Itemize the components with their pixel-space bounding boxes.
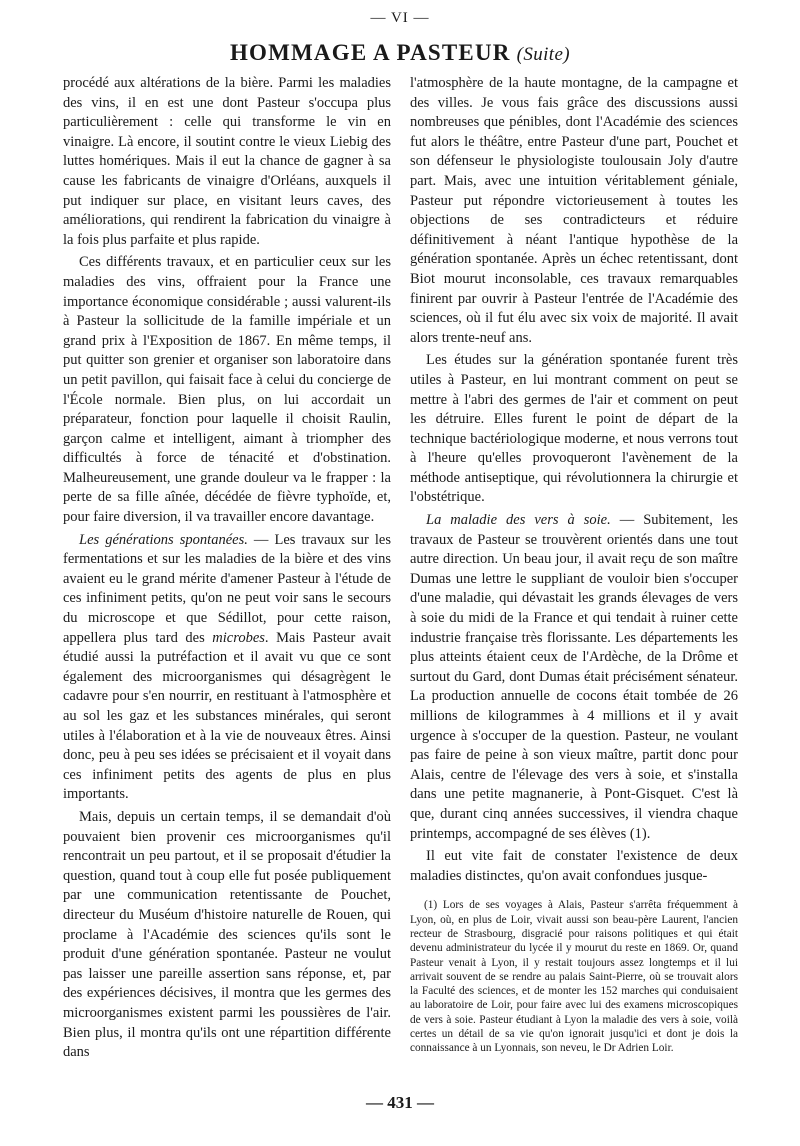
heading-subtitle: (Suite) [516,44,571,65]
footnote [410,898,738,1055]
right-column [410,74,738,1056]
section-title: Les générations spontanées. [79,531,248,548]
roman-page-number: — VI — [370,10,430,26]
paragraph: Mais, depuis un certain temps, il se demandait d'où pouvaient bien provenir ces microorganismes qu'il rencontrait un peu partout, et il se proposait d'étudier la question, quand tout à coup elle fut posée publiquement par une communication retentissante de Pouchet, directeur du Muséum d'histoire naturelle de Rouen, qui proclame à l'Académie des sciences qu'ils sont le produit d'une génération spontanée. Pasteur ne voulut pas laisser une pareille assertion sans réponse, et, par des expériences décisives, il montra que les germes des microorganismes existent parmi les poussières de l'air. Bien plus, il montra qu'ils ont une répartition différente dans [63,808,391,1061]
paragraph-generations-spontanees [63,531,391,805]
paragraph: Ces différents travaux, et en particulier ceux sur les maladies des vins, offraient pour la France une importance économique considérable ; aussi valurent-ils à Pasteur la sollicitude de la famille impériale et un grand prix à l'Exposition de 1867. En même temps, il put quitter son grenier et organiser son laboratoire dans un petit pavillon, qui faisait face à celui du concierge de l'École normale. Bien plus, on lui accordait un préparateur, fonction pour laquelle il choisit Raulin, garçon calme et intelligent, aimant à triompher des difficultés à force de ténacité et d'obstination. Malheureusement, une grande douleur va le frapper : la perte de sa fille aînée, décédée de fièvre typhoïde, et, pour faire diversion, il va travailler encore davantage. [63,254,391,526]
page-number: — 431 — [366,1093,434,1112]
footnote-text: (1) Lors de ses voyages à Alais, Pasteur s'arrêta fréquemment à Lyon, où, en plus de Loir, vivait aussi son beau-père Laurent, l'ancien recteur de Strasbourg, disgracié pour raisons politiques et qui était devenu administrateur du lycée il y mourut du reste en 1869. Or, quand Pasteur venait à Lyon, il y restait toujours assez longtemps et il lui arrivait souvent de se rendre au palais Saint-Pierre, où se trouvait alors la Faculté des sciences, et de monter les 152 marches qui conduisaient au laboratoire de Loir, pour faire avec lui des examens microscopiques de vers à soie. Pasteur étudiant à Lyon la maladie des vers à soie, voilà certes un détail de sa vie qu'on ignorait jusqu'ici et dont je dois la connaissance à un Lyonnais, son neveu, le Dr Adrien Loir. [410,899,738,1055]
paragraph-text: — Subitement, les travaux de Pasteur se trouvèrent orientés dans une tout autre direction. Un beau jour, il avait reçu de son maître Dumas une lettre le suppliant de vouloir bien s'occuper d'une maladie, qui dévastait les grands élevages de vers à soie du midi de la France et qui tendait à ruiner cette industrie française très florissante. Les départements les plus atteints étaient ceux de l'Ardèche, de la Drôme et surtout du Gard, dont Dumas était précisément sénateur. La production annuelle de cocons était tombée de 26 millions de kilogrammes à 4 millions et il y avait urgence à s'occuper de la question. Pasteur, ne voulant pas faire de peine à son vieux maître, partit donc pour Alais, centre de l'élevage des vers à soie, et s'installa dans une petite magnanerie, à Pont-Gisquet. C'est là que, durant cinq années successives, il viendra chaque printemps, accompagné de ses élèves (1). [410,512,738,842]
emphasis-microbes: microbes [212,629,265,646]
paragraph-vers-a-soie [410,511,738,844]
paragraph: Il eut vite fait de constater l'existence de deux maladies distinctes, qu'on avait confondues jusque- [410,848,738,884]
page-heading [0,40,800,68]
paragraph-text: — Les travaux sur les fermentations et sur les maladies de la bière et des vins avaient eu le grand mérite d'amener Pasteur à l'étude de ces infiniment petits, qu'on ne peut voir sans le secours du microscope et que Sédillot, pour cette raison, appellera plus tard des [63,531,391,646]
paragraph: Les études sur la génération spontanée furent très utiles à Pasteur, en lui montrant comment on peut se mettre à l'abri des germes de l'air et comment on peut les détruire. Elles furent le point de départ de la technique bactériologique moderne, et nous verrons tout à l'heure qu'elles provoqueront l'avènement de la méthode antiseptique, qui révolutionnera la chirurgie et l'obstétrique. [410,352,738,506]
heading-title: HOMMAGE A PASTEUR [229,40,511,65]
paragraph-text: . Mais Pasteur avait étudié aussi la putréfaction et il avait vu que ce sont également des microorganismes qui désagrègent le cadavre pour s'en nourrir, en restituant à l'atmosphère et au sol les gaz et les substances minérales, qui seront utiles à l'élaboration et à la vie de nouveaux êtres. Ainsi donc, peu à peu ses idées se précisaient et il voyait dans ces infiniment petits des agents de plus en plus importants. [63,629,391,803]
paragraph: procédé aux altérations de la bière. Parmi les maladies des vins, il en est une dont Pasteur s'occupa plus particulièrement : celle qui transforme le vin en vinaigre. Là encore, il soutint contre le vieux Liebig des luttes homériques. Mais il eut la chance de gagner à sa cause les fabricants de vinaigre d'Orléans, auxquels il put indiquer sur place, en visitant leurs caves, des améliorations, qui rendirent la fabrication du vinaigre à la fois plus parfaite et plus rapide. [63,75,391,248]
paragraph: l'atmosphère de la haute montagne, de la campagne et des villes. Je vous fais grâce des discussions aussi nombreuses que pénibles, dont l'Académie des sciences fut alors le théâtre, entre Pasteur d'une part, Pouchet et son défenseur le physiologiste toulousain Joly d'autre part. Mais, avec une intuition véritablement géniale, Pasteur put répondre victorieusement à toutes les objections de ses contradicteurs et réduire définitivement à néant l'antique hypothèse de la génération spontanée. Après un échec retentissant, dont Biot mourut inconsolable, ces travaux remarquables finirent par ouvrir à Pasteur l'entrée de l'Académie des sciences, où il fut élu avec six voix de majorité. Il avait alors trente-neuf ans. [410,75,738,346]
section-title: La maladie des vers à soie. [426,512,611,529]
left-column [63,74,391,1063]
